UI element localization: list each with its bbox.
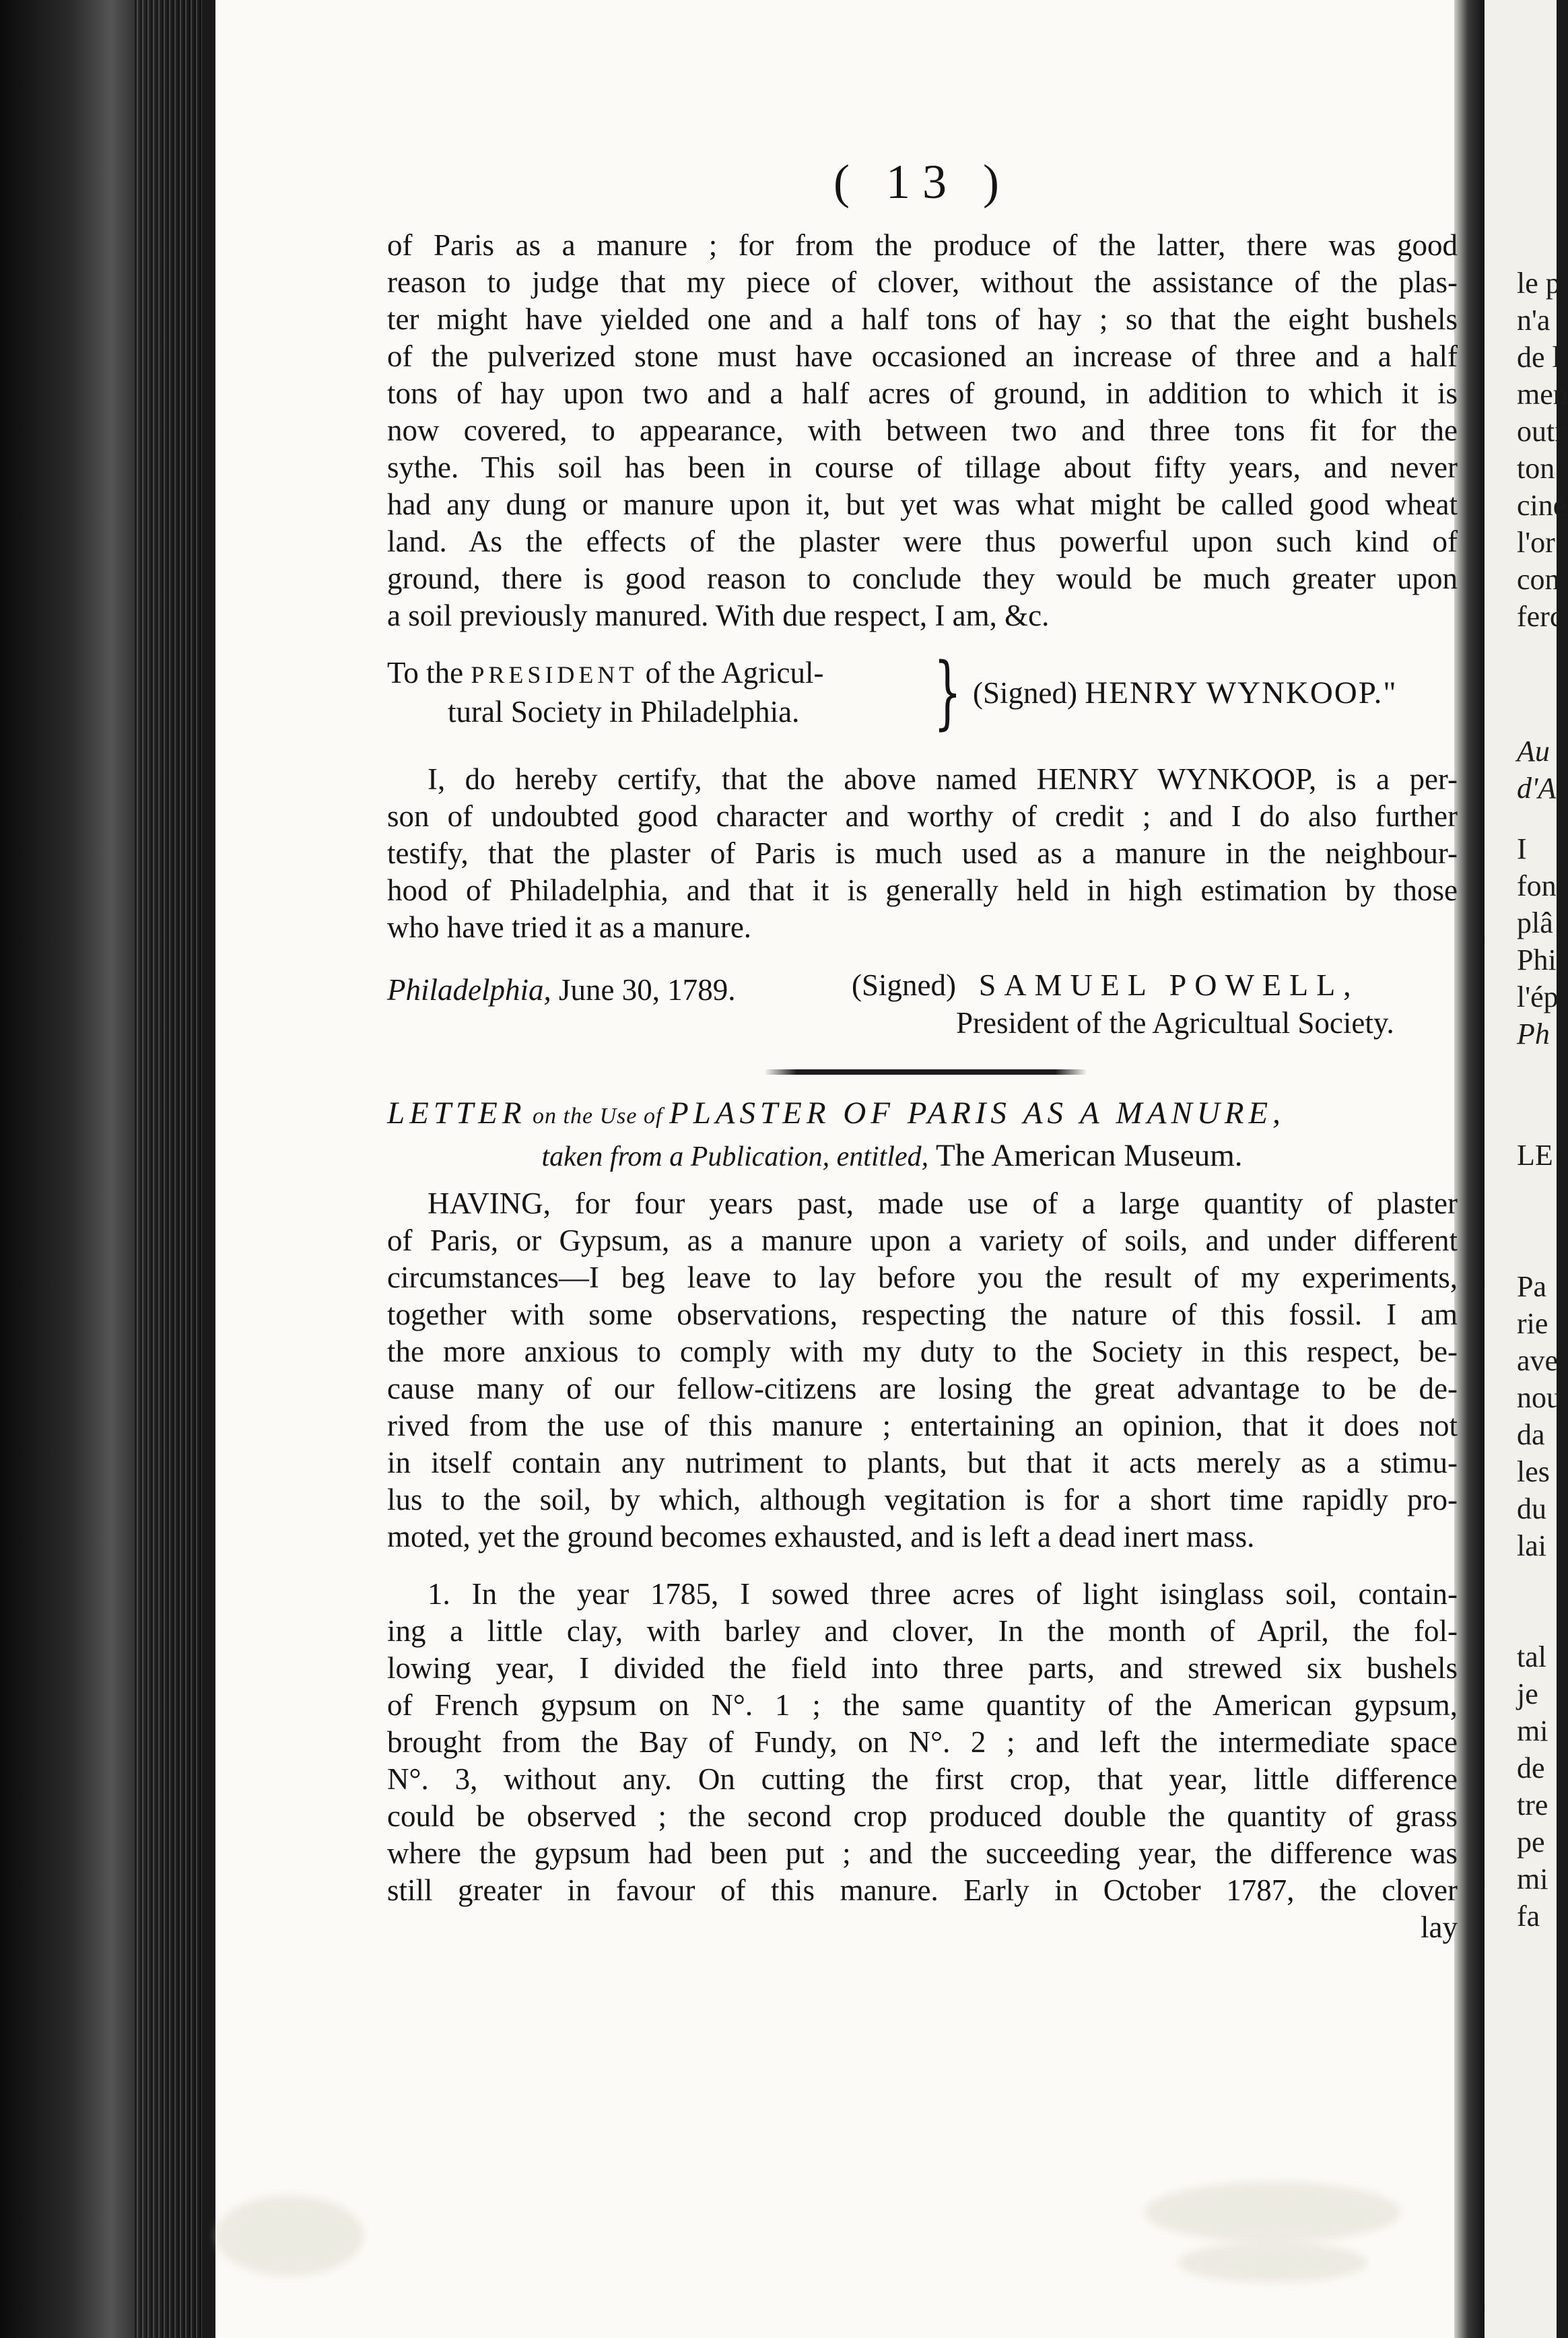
text-line: ing a little clay, with barley and clover, In the month of April, the fol- xyxy=(387,1614,1458,1648)
facing-page-line: de l xyxy=(1517,341,1561,374)
facing-page-line: lai xyxy=(1517,1529,1546,1562)
text-line: sythe. This soil has been in course of tillage about fifty years, and never xyxy=(387,450,1458,484)
facing-page-line: con xyxy=(1517,563,1560,596)
facing-page-line: cine xyxy=(1517,489,1567,522)
text-line: together with some observations, respecting the nature of this fossil. I am xyxy=(387,1298,1458,1331)
addressee-line-1: To the PRESIDENT of the Agricul- xyxy=(387,656,824,690)
text-line: could be observed ; the second crop produced double the quantity of grass xyxy=(387,1799,1458,1833)
facing-page-line: n'a xyxy=(1517,304,1550,337)
text-line: cause many of our fellow-citizens are losing the great advantage to be de- xyxy=(387,1372,1458,1405)
text-line: still greater in favour of this manure. Early in October 1787, the clover xyxy=(387,1873,1458,1907)
facing-page-line: l'ép xyxy=(1517,980,1559,1013)
facing-page-line: du xyxy=(1517,1492,1546,1525)
text-line: son of undoubted good character and worthy of credit ; and I do also further xyxy=(387,799,1458,833)
powell-signature: (Signed) SAMUEL POWELL, xyxy=(852,968,1359,1002)
facing-page-line: pe xyxy=(1517,1826,1545,1859)
facing-page-line: tal xyxy=(1517,1640,1546,1673)
facing-page-line: outr xyxy=(1517,415,1565,448)
place-date xyxy=(387,972,735,1009)
text-line: testify, that the plaster of Paris is much used as a manure in the neighbour- xyxy=(387,836,1458,870)
text-line: reason to judge that my piece of clover, without the assistance of the plas- xyxy=(387,265,1458,299)
facing-page-line: l'or xyxy=(1517,526,1555,559)
facing-page-line: je xyxy=(1517,1677,1538,1710)
brace-mark: } xyxy=(933,645,962,738)
text-line: N°. 3, without any. On cutting the first crop, that year, little difference xyxy=(387,1762,1458,1796)
facing-page-line: fon xyxy=(1517,869,1557,902)
text-line: now covered, to appearance, with between two and three tons fit for the xyxy=(387,413,1458,447)
text-line: HAVING, for four years past, made use of a large quantity of plaster xyxy=(428,1187,1458,1220)
wynkoop-signature: (Signed) HENRY WYNKOOP." xyxy=(973,675,1398,710)
text-line: lowing year, I divided the field into three parts, and strewed six bushels xyxy=(387,1651,1458,1685)
text-line: had any dung or manure upon it, but yet was what might be called good wheat xyxy=(387,488,1458,521)
facing-page-line: ton xyxy=(1517,452,1555,485)
facing-page-line: ave xyxy=(1517,1344,1559,1377)
facing-page-line: Pa xyxy=(1517,1270,1546,1303)
page-number: ( 13 ) xyxy=(833,155,1011,209)
certificate-text xyxy=(387,761,1458,946)
text-line: lay xyxy=(1421,1910,1458,1944)
text-line: where the gypsum had been put ; and the succeeding year, the difference was xyxy=(387,1836,1458,1870)
facing-page-line: les xyxy=(1517,1455,1550,1488)
text-line: rived from the use of this manure ; entertaining an opinion, that it does not xyxy=(387,1409,1458,1442)
letter-1-signature-block xyxy=(387,645,1458,738)
text-line: hood of Philadelphia, and that it is generally held in high estimation by those xyxy=(387,873,1458,907)
letter-2-subheading: taken from a Publication, entitled, The American Museum. xyxy=(541,1138,1243,1173)
text-line: tons of hay upon two and a half acres of ground, in addition to which it is xyxy=(387,376,1458,410)
facing-page-line: da xyxy=(1517,1418,1545,1451)
facing-page xyxy=(1485,0,1568,2338)
facing-page-line: ferc xyxy=(1517,600,1563,633)
facing-page-line: rie xyxy=(1517,1307,1548,1340)
facing-page-line: Au xyxy=(1517,735,1550,768)
facing-page-line: LE xyxy=(1517,1139,1553,1172)
page-content xyxy=(387,152,1458,1946)
text-line: lus to the soil, by which, although vegitation is for a short time rapidly pro- xyxy=(387,1483,1458,1516)
facing-page-line: Phi xyxy=(1517,943,1557,976)
book-edge-left xyxy=(0,0,202,2338)
text-line: land. As the effects of the plaster were thus powerful upon such kind of xyxy=(387,525,1458,558)
addressee-president: PRESIDENT xyxy=(471,661,638,688)
place: Philadelphia, xyxy=(387,973,551,1007)
text-line: circumstances—I beg leave to lay before you the result of my experiments, xyxy=(387,1261,1458,1294)
date: June 30, 1789. xyxy=(551,973,736,1007)
facing-page-line: tre xyxy=(1517,1789,1548,1822)
facing-page-line: I xyxy=(1517,832,1527,865)
facing-page-line: men xyxy=(1517,378,1568,411)
text-line: of Paris, or Gypsum, as a manure upon a variety of soils, and under different xyxy=(387,1224,1458,1257)
text-line: brought from the Bay of Fundy, on N°. 2 ; and left the intermediate space xyxy=(387,1725,1458,1759)
letter-1-body xyxy=(387,227,1458,634)
text-line: of French gypsum on N°. 1 ; the same quantity of the American gypsum, xyxy=(387,1688,1458,1722)
facing-page-line: plâ xyxy=(1517,906,1553,939)
text-line: who have tried it as a manure. xyxy=(387,910,752,944)
facing-page-line: le p xyxy=(1517,267,1561,300)
text-line: ground, there is good reason to conclude they would be much greater upon xyxy=(387,562,1458,595)
page-gutter xyxy=(1454,0,1485,2338)
section-rule xyxy=(764,1069,1087,1075)
facing-page-line: nou xyxy=(1517,1381,1561,1414)
facing-page-line: de xyxy=(1517,1751,1545,1784)
text-line: ter might have yielded one and a half tons of hay ; so that the eight bushels xyxy=(387,302,1458,336)
addressee-line-2: tural Society in Philadelphia. xyxy=(448,695,800,729)
text-line: of Paris as a manure ; for from the produce of the latter, there was good xyxy=(387,228,1458,262)
text-line: in itself contain any nutriment to plants, but that it acts merely as a stimu- xyxy=(387,1446,1458,1479)
text-line: I, do hereby certify, that the above named HENRY WYNKOOP, is a per- xyxy=(428,762,1458,796)
text-line: the more anxious to comply with my duty to the Society in this respect, be- xyxy=(387,1335,1458,1368)
letter-2-item-1 xyxy=(387,1576,1458,1946)
facing-page-line: mi xyxy=(1517,1863,1548,1896)
text-line: a soil previously manured. With due respect, I am, &c. xyxy=(387,599,1050,632)
facing-page-line: Ph xyxy=(1517,1017,1550,1050)
facing-page-line: d'A xyxy=(1517,772,1557,805)
facing-page-line: mi xyxy=(1517,1714,1548,1747)
text-line: 1. In the year 1785, I sowed three acres of light isinglass soil, contain- xyxy=(428,1577,1458,1611)
powell-signature-block xyxy=(387,966,1458,1044)
letter-2-intro xyxy=(387,1185,1458,1556)
facing-page-line: fa xyxy=(1517,1900,1540,1933)
letter-2-heading: LETTER on the Use of PLASTER OF PARIS AS A MANURE, xyxy=(387,1096,1285,1131)
text-line: of the pulverized stone must have occasioned an increase of three and a half xyxy=(387,339,1458,373)
text-line: moted, yet the ground becomes exhausted, and is left a dead inert mass. xyxy=(387,1520,1255,1554)
powell-title: President of the Agricultual Society. xyxy=(956,1006,1394,1040)
addressee xyxy=(387,655,899,731)
